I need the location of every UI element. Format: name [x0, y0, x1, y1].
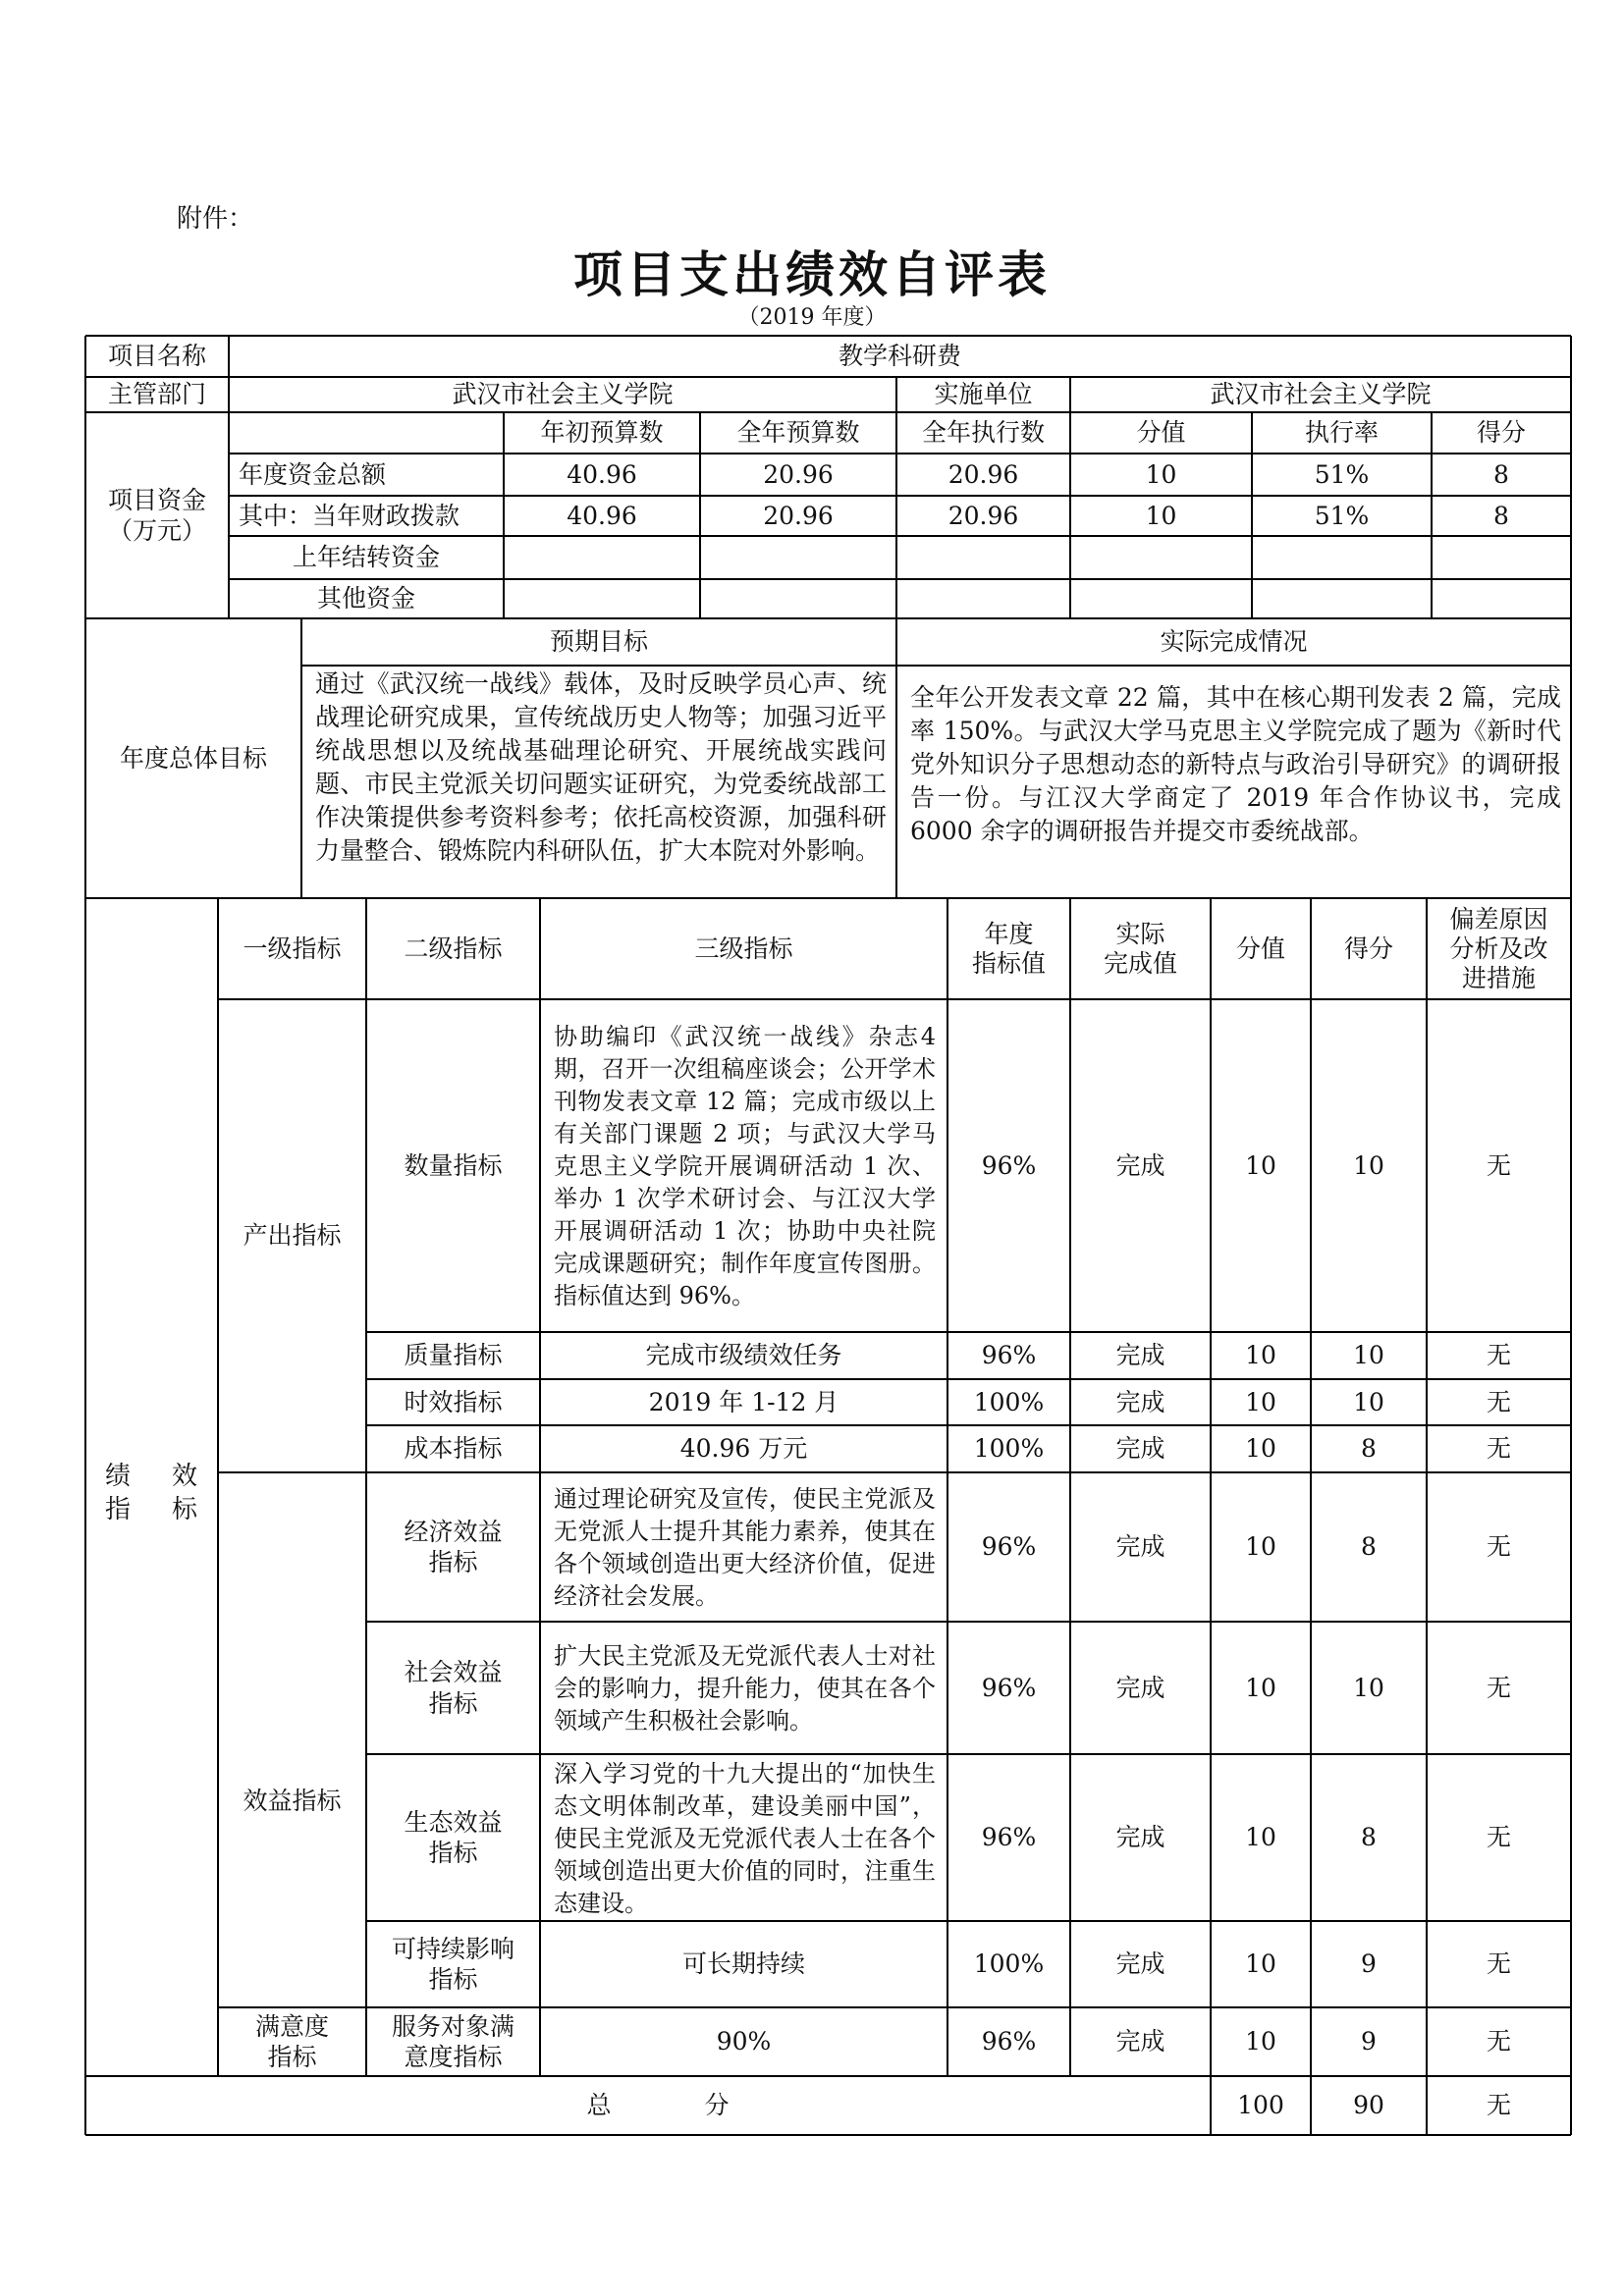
annual-target-value: 100%: [973, 1387, 1045, 1416]
performance-indicator-section-label: 绩: [105, 1462, 132, 1491]
funding-col-header: 得分: [1476, 418, 1526, 448]
implementing-unit-value: 武汉市社会主义学院: [1210, 380, 1432, 409]
indicator-col-header: 年度 指标值: [971, 919, 1046, 978]
actual-value: 完成: [1115, 1434, 1165, 1464]
deviation-value: 无: [1486, 1150, 1511, 1180]
score-value: 10: [1353, 1387, 1384, 1416]
weight-value: 10: [1245, 1673, 1276, 1702]
level2-indicator: 数量指标: [404, 1150, 503, 1180]
annual-target-value: 96%: [981, 1532, 1037, 1562]
actual-value: 完成: [1115, 1341, 1165, 1370]
deviation-value: 无: [1486, 1949, 1511, 1979]
actual-value: 完成: [1115, 1673, 1165, 1702]
performance-indicator-section-label: 效: [172, 1462, 198, 1491]
funding-cell: 10: [1145, 459, 1177, 489]
level3-indicator: 90%: [716, 2027, 772, 2056]
funding-cell: 20.96: [947, 501, 1019, 530]
funding-cell: [1432, 536, 1571, 579]
level3-indicator: 扩大民主党派及无党派代表人士对社会的影响力，提升能力，使其在各个领域产生积极社会影响。: [554, 1642, 936, 1735]
deviation-value: 无: [1486, 1387, 1511, 1416]
annual-target-value: 96%: [981, 1341, 1037, 1370]
level3-indicator: 完成市级绩效任务: [645, 1341, 842, 1370]
performance-indicator-section-label: 标: [172, 1495, 198, 1524]
score-value: 10: [1353, 1150, 1384, 1180]
annual-target-value: 96%: [981, 1673, 1037, 1702]
funding-col-header: 年初预算数: [540, 418, 664, 448]
annual-target-value: 96%: [981, 1150, 1037, 1180]
level2-indicator: 服务对象满 意度指标: [391, 2011, 514, 2071]
funding-cell: 20.96: [763, 501, 834, 530]
actual-value: 完成: [1115, 1823, 1165, 1852]
actual-value: 完成: [1115, 1387, 1165, 1416]
funding-row-label: 其他资金: [316, 584, 415, 614]
funding-col-header: 全年执行数: [921, 418, 1045, 448]
funding-cell: 51%: [1314, 459, 1370, 489]
project-funds-label-line: 项目资金: [107, 485, 206, 514]
weight-value: 10: [1245, 1387, 1276, 1416]
level1-benefit-indicator: 效益指标: [243, 1786, 342, 1815]
funding-cell: [896, 579, 1070, 618]
funding-cell: 20.96: [763, 459, 834, 489]
funding-cell: [1252, 536, 1432, 579]
weight-value: 10: [1245, 1949, 1276, 1979]
annual-target-value: 100%: [973, 1434, 1045, 1464]
deviation-value: 无: [1486, 1673, 1511, 1702]
performance-indicator-section-label: 指: [105, 1495, 132, 1524]
weight-value: 10: [1245, 1341, 1276, 1370]
funding-cell: 20.96: [947, 459, 1019, 489]
funding-cell: [1070, 536, 1252, 579]
deviation-value: 无: [1486, 1341, 1511, 1370]
deviation-value: 无: [1486, 1434, 1511, 1464]
level2-indicator: 成本指标: [404, 1434, 503, 1464]
deviation-value: 无: [1486, 1823, 1511, 1852]
total-score: 90: [1353, 2091, 1384, 2120]
deviation-value: 无: [1486, 2027, 1511, 2056]
funding-cell: [1070, 579, 1252, 618]
supervising-dept-value: 武汉市社会主义学院: [452, 380, 674, 409]
actual-value: 完成: [1115, 1949, 1165, 1979]
indicator-col-header: 得分: [1343, 934, 1393, 963]
annual-target-value: 100%: [973, 1949, 1045, 1979]
funding-row-label: 其中：当年财政拨款: [239, 501, 460, 530]
indicator-col-header: 实际 完成值: [1103, 919, 1177, 978]
funding-col-header: 全年预算数: [736, 418, 860, 448]
indicator-col-header: 三级指标: [694, 934, 793, 963]
actual-completion-text: 全年公开发表文章 22 篇，其中在核心期刊发表 2 篇，完成率 150%。与武汉大学马克思主义学院完成了题为《新时代党外知识分子思想动态的新特点与政治引导研究》的调研报告一份。与江汉大学商定了 2019 年合作协议书，完成 6000 余字的调研报告并提交市委统战部。: [910, 683, 1561, 845]
score-value: 8: [1361, 1434, 1377, 1464]
score-value: 10: [1353, 1341, 1384, 1370]
score-value: 9: [1361, 2027, 1377, 2056]
deviation-value: 无: [1486, 1532, 1511, 1562]
weight-value: 10: [1245, 2027, 1276, 2056]
level2-indicator: 可持续影响 指标: [391, 1934, 514, 1994]
funding-cell: 10: [1145, 501, 1177, 530]
expected-goal-header: 预期目标: [549, 627, 648, 657]
project-name-label: 项目名称: [107, 342, 206, 371]
project-funds-label-line: （万元）: [107, 516, 206, 545]
level2-indicator: 经济效益 指标: [404, 1517, 503, 1576]
funding-cell: [504, 579, 700, 618]
level2-indicator: 社会效益 指标: [404, 1658, 503, 1718]
funding-cell: 8: [1493, 459, 1509, 489]
total-label: 分: [704, 2091, 730, 2120]
weight-value: 10: [1245, 1434, 1276, 1464]
level3-indicator: 深入学习党的十九大提出的“加快生态文明体制改革，建设美丽中国”，使民主党派及无党派代表人士在各个领域创造出更大价值的同时，注重生态建设。: [554, 1759, 936, 1917]
table-rule: [301, 665, 1571, 667]
supervising-dept-label: 主管部门: [107, 380, 206, 409]
level3-indicator: 协助编印《武汉统一战线》杂志4 期，召开一次组稿座谈会；公开学术刊物发表文章 12 篇；完成市级以上有关部门课题 2 项；与武汉大学马克思主义学院开展调研活动 1 次、举办 1 次学术研讨会、与江汉大学开展调研活动 1 次；协助中央社院完成课题研究；制作年度宣传图册。指标值达到 96%。: [554, 1023, 936, 1309]
implementing-unit-label: 实施单位: [934, 380, 1033, 409]
funding-cell: 40.96: [567, 459, 637, 489]
funding-col-header: 分值: [1136, 418, 1186, 448]
page-title: 项目支出绩效自评表: [573, 245, 1051, 303]
funding-col-header: 执行率: [1304, 418, 1379, 448]
total-deviation: 无: [1486, 2091, 1511, 2120]
actual-value: 完成: [1115, 1532, 1165, 1562]
weight-value: 10: [1245, 1150, 1276, 1180]
indicator-col-header: 二级指标: [404, 934, 503, 963]
indicator-col-header: 一级指标: [243, 934, 342, 963]
funding-cell: [1252, 579, 1432, 618]
project-name-value: 教学科研费: [838, 342, 961, 371]
weight-value: 10: [1245, 1532, 1276, 1562]
score-value: 10: [1353, 1673, 1384, 1702]
score-value: 8: [1361, 1823, 1377, 1852]
total-label: 总: [586, 2091, 612, 2120]
funding-cell: [1432, 579, 1571, 618]
level1-output-indicator: 产出指标: [243, 1221, 342, 1251]
funding-cell: [700, 579, 896, 618]
funding-cell: 40.96: [567, 501, 637, 530]
funding-row-label: 上年结转资金: [292, 543, 440, 572]
level3-indicator: 可长期持续: [681, 1949, 805, 1979]
project-funds-label: [85, 412, 229, 618]
funding-cell: 51%: [1314, 501, 1370, 530]
funding-row-label: 年度资金总额: [239, 459, 387, 489]
actual-value: 完成: [1115, 1150, 1165, 1180]
annual-goal-label: 年度总体目标: [119, 743, 267, 773]
level2-indicator: 生态效益 指标: [404, 1807, 503, 1867]
expected-goal-text: 通过《武汉统一战线》载体，及时反映学员心声、统战理论研究成果，宣传统战历史人物等；加强习近平统战思想以及统战基础理论研究、开展统战实践问题、市民主党派关切问题实证研究，为党委统战部工作决策提供参考资料参考；依托高校资源，加强科研力量整合、锻炼院内科研队伍，扩大本院对外影响。: [315, 669, 887, 865]
score-value: 8: [1361, 1532, 1377, 1562]
weight-value: 10: [1245, 1823, 1276, 1852]
level3-indicator: 通过理论研究及宣传，使民主党派及无党派人士提升其能力素养，使其在各个领域创造出更大经济价值，促进经济社会发展。: [554, 1485, 936, 1610]
attachment-label: 附件：: [177, 204, 254, 234]
funding-cell: 8: [1493, 501, 1509, 530]
annual-target-value: 96%: [981, 1823, 1037, 1852]
level1-satisfaction-indicator: 满意度 指标: [254, 2011, 329, 2071]
level2-indicator: 质量指标: [404, 1341, 503, 1370]
funding-cell: [896, 536, 1070, 579]
total-weight: 100: [1237, 2091, 1284, 2120]
score-value: 9: [1361, 1949, 1377, 1979]
funding-cell: [504, 536, 700, 579]
level3-indicator: 40.96 万元: [679, 1434, 808, 1464]
level3-indicator: 2019 年 1-12 月: [648, 1387, 839, 1416]
actual-completion-header: 实际完成情况: [1160, 627, 1308, 657]
indicator-col-header: 偏差原因 分析及改 进措施: [1449, 904, 1548, 992]
indicator-col-header: 分值: [1235, 934, 1285, 963]
year-subtitle: （2019 年度）: [737, 305, 887, 330]
funding-cell: [700, 536, 896, 579]
level2-indicator: 时效指标: [404, 1387, 503, 1416]
annual-target-value: 96%: [981, 2027, 1037, 2056]
actual-value: 完成: [1115, 2027, 1165, 2056]
